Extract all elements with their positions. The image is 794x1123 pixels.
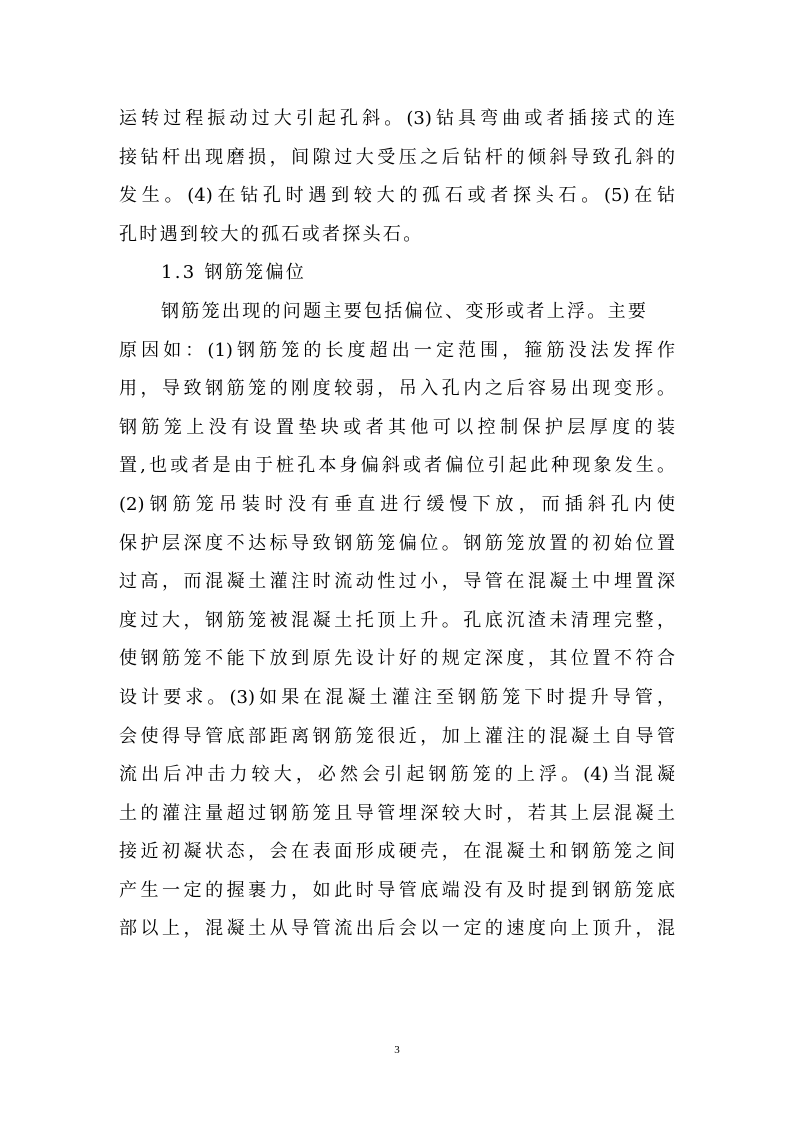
page-number: 3 bbox=[394, 1044, 400, 1056]
text-line: 部以上，混凝土从导管流出后会以一定的速度向上顶升，混 bbox=[119, 918, 675, 940]
text-line: 接钻杆出现磨损，间隙过大受压之后钻杆的倾斜导致孔斜的 bbox=[119, 146, 675, 168]
text-line: 使钢筋笼不能下放到原先设计好的规定深度，其位置不符合 bbox=[119, 648, 675, 670]
text-line: 孔时遇到较大的孤石或者探头石。 bbox=[119, 223, 424, 245]
text-line: 钢筋笼出现的问题主要包括偏位、变形或者上浮。主要 bbox=[161, 300, 649, 322]
text-line: 发生。(4)在钻孔时遇到较大的孤石或者探头石。(5)在钻 bbox=[119, 185, 675, 207]
body-text bbox=[119, 100, 675, 949]
text-line: 设计要求。(3)如果在混凝土灌注至钢筋笼下时提升导管， bbox=[119, 686, 675, 708]
text-line: 运转过程振动过大引起孔斜。(3)钻具弯曲或者插接式的连 bbox=[119, 108, 675, 129]
text-line: (2)钢筋笼吊装时没有垂直进行缓慢下放，而插斜孔内使 bbox=[119, 493, 675, 515]
text-line: 钢筋笼上没有设置垫块或者其他可以控制保护层厚度的装 bbox=[119, 416, 675, 438]
text-line: 度过大，钢筋笼被混凝土托顶上升。孔底沉渣未清理完整， bbox=[119, 609, 675, 631]
text-line: 原因如：(1)钢筋笼的长度超出一定范围，箍筋没法发挥作 bbox=[119, 339, 675, 361]
text-line: 过高，而混凝土灌注时流动性过小，导管在混凝土中埋置深 bbox=[119, 571, 675, 593]
text-line: 用，导致钢筋笼的刚度较弱，吊入孔内之后容易出现变形。 bbox=[119, 378, 675, 400]
text-line: 会使得导管底部距离钢筋笼很近，加上灌注的混凝土自导管 bbox=[119, 725, 675, 747]
text-line: 置,也或者是由于桩孔本身偏斜或者偏位引起此种现象发生。 bbox=[119, 455, 675, 477]
text-line: 流出后冲击力较大，必然会引起钢筋笼的上浮。(4)当混凝 bbox=[119, 764, 675, 786]
text-line: 产生一定的握裹力，如此时导管底端没有及时提到钢筋笼底 bbox=[119, 879, 675, 901]
text-line: 土的灌注量超过钢筋笼且导管埋深较大时，若其上层混凝土 bbox=[119, 802, 675, 824]
section-heading: 1.3 钢筋笼偏位 bbox=[161, 262, 307, 284]
text-line: 接近初凝状态，会在表面形成硬壳，在混凝土和钢筋笼之间 bbox=[119, 841, 675, 863]
text-line: 保护层深度不达标导致钢筋笼偏位。钢筋笼放置的初始位置 bbox=[119, 532, 675, 554]
